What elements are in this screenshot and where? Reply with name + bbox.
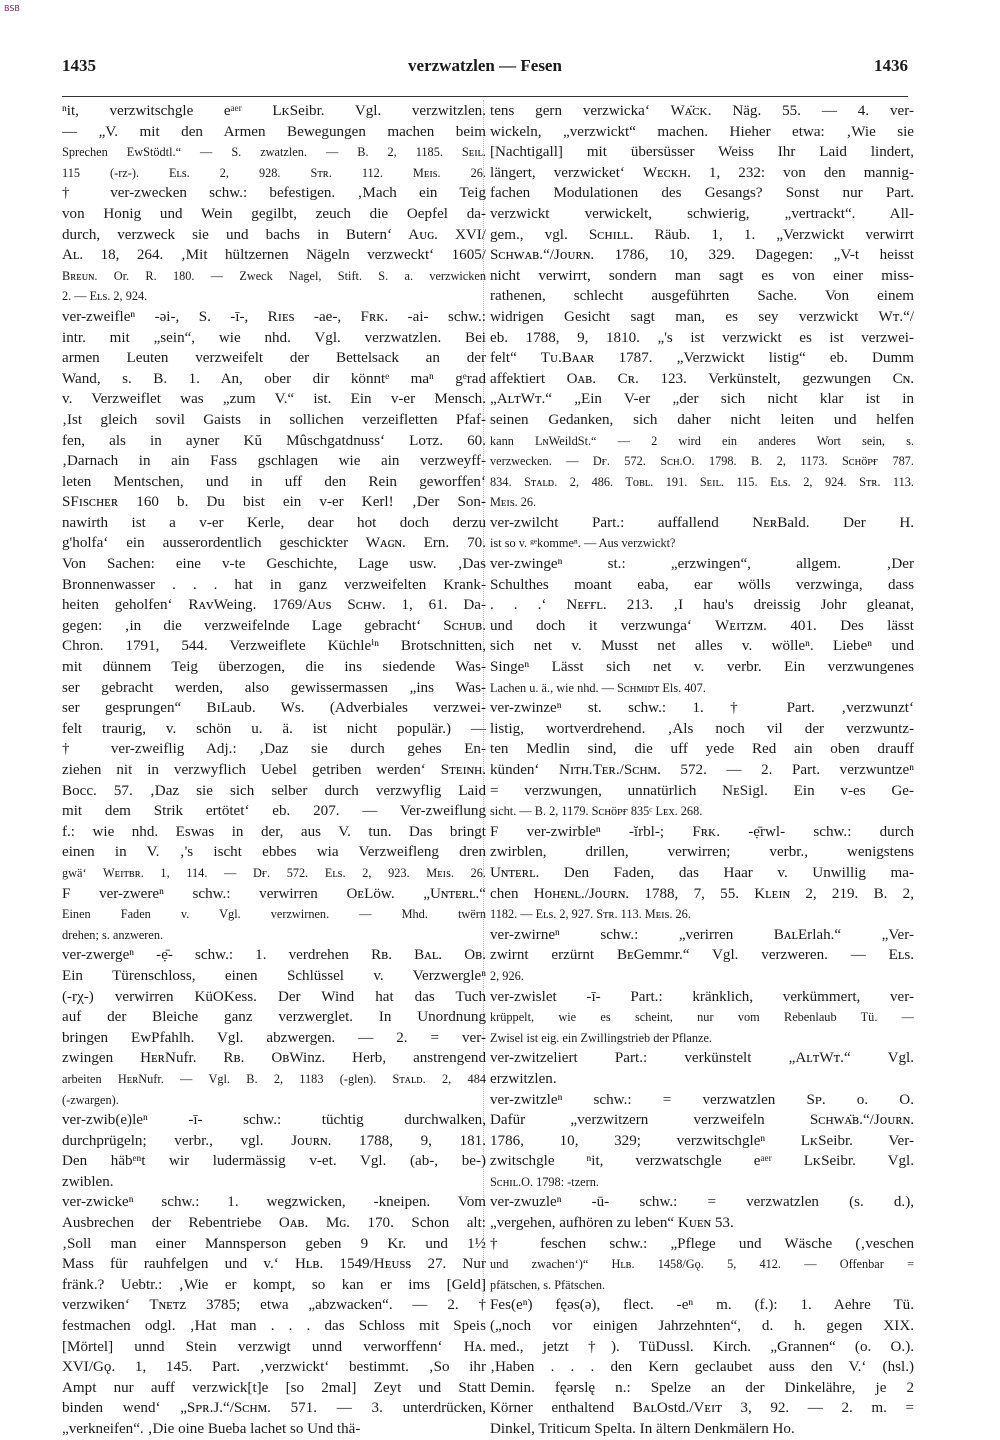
running-title: verzwatzlen — Fesen xyxy=(408,56,562,75)
text-line xyxy=(490,266,914,287)
line-text: Zwisel ist eig. ein Zwillingstrieb der Pflanze. xyxy=(490,1030,712,1045)
text-line xyxy=(490,987,914,1008)
text-line xyxy=(490,904,914,925)
line-text: ten Medlin sind, die uff yede Red ain oben drauff xyxy=(490,741,914,758)
text-line xyxy=(490,348,914,369)
line-text: durchprügeln; verbr., vgl. Jᴏᴜʀɴ. 1788, 9, 181. xyxy=(62,1132,486,1149)
line-text: widrigen Gesicht sagt man, es sey verzwickt Wᴛ.“/ xyxy=(490,308,914,325)
text-line xyxy=(62,884,486,905)
line-text: ser gebracht werden, also gewissermassen „ins Was- xyxy=(62,679,486,696)
text-line xyxy=(490,1131,914,1152)
text-line xyxy=(62,554,486,575)
text-line xyxy=(62,945,486,966)
line-text: chen Hᴏʜᴇɴʟ./Jᴏᴜʀɴ. 1788, 7, 55. Kʟᴇɪɴ 2, 219. B. 2, xyxy=(490,885,914,902)
text-line xyxy=(490,142,914,163)
text-line xyxy=(490,183,914,204)
text-line xyxy=(62,1048,486,1069)
text-line xyxy=(490,1172,914,1193)
line-text: ‚Ist gleich sovil Gaists in sollichen verzeifletten Pfaf- xyxy=(62,411,486,428)
text-line xyxy=(490,1316,914,1337)
text-line xyxy=(490,575,914,596)
text-line xyxy=(490,1069,914,1090)
text-line xyxy=(490,657,914,678)
line-text: mit dünnem Teig überzogen, die ins siedende Was- xyxy=(62,659,486,676)
line-text: bringen EwPfahlh. Vgl. abzwergen. — 2. = ver- xyxy=(62,1029,486,1046)
text-line xyxy=(490,163,914,184)
text-line xyxy=(490,1028,914,1049)
text-line xyxy=(62,925,486,946)
line-text: Lachen u. ä., wie nhd. — Sᴄʜᴍɪᴅᴛ Els. 407. xyxy=(490,680,706,695)
text-line xyxy=(490,925,914,946)
line-text: ⁿit, verzwitschgle eᵃᵉʳ LᴋSeibr. Vgl. verzwitzlen. xyxy=(62,103,486,119)
line-text: gwä‘ Wᴇɪᴛʙʀ. 1, 114. — Dғ. 572. Eʟs. 2, 923. Mᴇɪs. 26. xyxy=(62,865,486,880)
line-text: fachen Modulationen des Gesangs? Sonst nur Part. xyxy=(490,185,914,202)
line-text: zwirblen, drillen, verwirren; verbr., wenigstens xyxy=(490,844,914,861)
text-line xyxy=(490,1254,914,1275)
text-line xyxy=(490,1295,914,1316)
text-line xyxy=(62,513,486,534)
line-text: armen Leuten verzweifelt der Bettelsack an der xyxy=(62,350,486,367)
line-text: intr. mit „sein“, wie nhd. Vgl. verzwatzlen. Bei xyxy=(62,329,486,346)
text-line xyxy=(62,163,486,184)
line-text: ver-zwib(e)leⁿ -ī- schw.: tüchtig durchwalken, xyxy=(62,1112,486,1129)
line-text: „vergehen, aufhören zu leben“ Kᴜᴇɴ 53. xyxy=(490,1215,734,1232)
text-line xyxy=(62,657,486,678)
text-line xyxy=(490,595,914,616)
line-text: Einen Faden v. Vgl. verzwirnen. — Mhd. twërn xyxy=(62,907,486,922)
text-line xyxy=(490,884,914,905)
text-line xyxy=(490,1151,914,1172)
line-text: † ver-zwecken schw.: befestigen. ‚Mach ein Teig xyxy=(62,185,486,202)
text-line xyxy=(62,842,486,863)
line-text: ver-zwilcht Part.: auffallend NᴇʀBald. Der H. xyxy=(490,514,914,531)
line-text: verzwiken‘ Tɴᴇᴛᴢ 3785; etwa „abzwacken“. — 2. † xyxy=(62,1297,486,1314)
text-line xyxy=(62,389,486,410)
text-line xyxy=(62,266,486,287)
line-text: verzwecken. — Dғ. 572. Sᴄʜ.O. 1798. B. 2, 1173. Sᴄʜöᴘғ 787. xyxy=(490,454,914,469)
text-line xyxy=(490,286,914,307)
line-text: Ausbrechen der Rebentriebe Oᴀʙ. Mɢ. 170. Schon alt: xyxy=(62,1215,486,1232)
text-line xyxy=(62,348,486,369)
line-text: Sprechen EwStödtl.“ — S. zwatzlen. — B. 2, 1185. Sᴇɪʟ. xyxy=(62,145,486,160)
text-line xyxy=(62,245,486,266)
text-line xyxy=(62,204,486,225)
line-text: [Mörtel] unnd Stein verzwigt unnd verworffenn‘ Hᴀ. xyxy=(62,1338,486,1355)
left-column xyxy=(62,101,486,1440)
line-text: ‚Darnach in ain Fass gschlagen wie ain verzweyff- xyxy=(62,453,486,470)
text-line xyxy=(62,225,486,246)
line-text: g'holfa‘ ein ausserordentlich geschickter Wᴀɢɴ. Ern. 70. xyxy=(62,535,486,552)
text-line xyxy=(490,369,914,390)
line-text: Ampt nur auff verzwick[t]e [so 2mal] Zeyt und Statt xyxy=(62,1379,486,1396)
text-line xyxy=(490,801,914,822)
text-line xyxy=(62,1378,486,1399)
text-line xyxy=(490,1192,914,1213)
text-line xyxy=(490,101,914,122)
text-line xyxy=(490,1357,914,1378)
line-text: krüppelt, wie es scheint, nur vom Rebenlaub Tü. — xyxy=(490,1010,914,1025)
text-line xyxy=(62,1316,486,1337)
line-text: Fes(eⁿ) fęəs(ə), flect. -eⁿ m. (f.): 1. Aehre Tü. xyxy=(490,1297,914,1314)
text-line xyxy=(62,142,486,163)
text-line xyxy=(62,101,486,122)
text-line xyxy=(62,1337,486,1358)
line-text: 2. — Eʟs. 2, 924. xyxy=(62,289,148,304)
text-line xyxy=(490,760,914,781)
line-text: ver-zwitzleⁿ schw.: = verzwatzlen Sᴘ. o. O. xyxy=(490,1091,914,1108)
text-line xyxy=(490,122,914,143)
line-text: ‚Haben . . . den Kern geclaubet auss den V.‘ (hsl.) xyxy=(490,1359,914,1376)
library-stamp: BSB xyxy=(4,4,20,13)
line-text: mit dem Strik ertötet‘ eb. 207. — Ver-zweiflung xyxy=(62,803,486,820)
line-text: durch, verzweck sie und bachs in Butern‘ Aᴜɢ. XVI/ xyxy=(62,226,486,243)
text-line xyxy=(62,636,486,657)
text-line xyxy=(62,1172,486,1193)
line-text: fränk.? Uebtr.: ‚Wie er kompt, so kan er ims [Geld] xyxy=(62,1276,486,1293)
line-text: XVI/Gǫ. 1, 145. Part. ‚verzwickt‘ bestimmt. ‚So ihr xyxy=(62,1359,486,1376)
line-text: verzwickt verwickelt, schwierig, „vertrackt“. All- xyxy=(490,205,914,222)
line-text: [Nachtigall] mit übersüsser Weiss Ihr Laid lindert, xyxy=(490,144,914,161)
text-line xyxy=(62,183,486,204)
line-text: auf der Bleiche ganz verzwerglet. In Unordnung xyxy=(62,1009,486,1026)
line-text: (-zwargen). xyxy=(62,1092,119,1107)
line-text: Dafür „verzwitzern verzweifeln Sᴄʜᴡᴀ̈ʙ.“/Jᴏᴜʀɴ. xyxy=(490,1112,914,1129)
line-text: fen, als in ayner Kŭ Mûschgatdnuss‘ Lᴏᴛᴢ. 60. xyxy=(62,432,486,449)
text-line xyxy=(62,801,486,822)
line-text: „verkneifen“. ‚Die oine Bueba lachet so Und thä- xyxy=(62,1421,361,1437)
line-text: (-rχ-) verwirren KüOKess. Der Wind hat das Tuch xyxy=(62,988,486,1005)
text-line xyxy=(62,1295,486,1316)
text-line xyxy=(490,492,914,513)
text-line xyxy=(490,1007,914,1028)
line-text: felt traurig, v. schön u. ä. ist nicht populär.) — xyxy=(62,720,486,737)
text-line xyxy=(490,225,914,246)
text-line xyxy=(490,966,914,987)
line-text: Bocc. 57. ‚Daz sie sich selber durch verzwyflig Laid xyxy=(62,782,486,799)
line-text: heiten geholfen‘ RᴀᴠWeing. 1769/Aᴜs Sᴄʜᴡ. 1, 61. Da- xyxy=(62,597,486,614)
line-text: . . .‘ Nᴇғғʟ. 213. ‚I hau's dreissig Johr gleanat, xyxy=(490,597,914,614)
line-text: zwiblen. xyxy=(62,1173,114,1190)
line-text: ver-zwinzeⁿ st. schw.: 1. † Part. ‚verzwunzt‘ xyxy=(490,700,914,717)
line-text: † feschen schw.: „Pflege und Wäsche (‚veschen xyxy=(490,1235,914,1252)
line-text: zwingen HᴇʀNufr. Rʙ. OʙWinz. Herb, anstrengend xyxy=(62,1050,486,1067)
text-line xyxy=(62,492,486,513)
text-line xyxy=(62,595,486,616)
text-line xyxy=(62,1357,486,1378)
text-line xyxy=(490,307,914,328)
right-column xyxy=(490,101,914,1440)
header-rule xyxy=(62,96,908,97)
line-text: künden‘ Nɪᴛʜ.Tᴇʀ./Sᴄʜᴍ. 572. — 2. Part. verzwuntzeⁿ xyxy=(490,762,914,778)
line-text: Bʀᴇᴜɴ. Or. R. 180. — Zweck Nagel, Stift. S. a. verzwicken xyxy=(62,268,486,283)
text-line xyxy=(62,1090,486,1111)
text-line xyxy=(490,1275,914,1296)
line-text: längert, verzwicket‘ Wᴇᴄᴋʜ. 1, 232: von den mannig- xyxy=(490,164,914,181)
text-line xyxy=(62,1110,486,1131)
text-line xyxy=(62,739,486,760)
text-line xyxy=(490,410,914,431)
line-text: — „V. mit den Armen Bewegungen machen beim xyxy=(62,123,486,140)
page-number-right: 1436 xyxy=(874,56,908,75)
text-line xyxy=(490,245,914,266)
text-line xyxy=(62,1007,486,1028)
text-line xyxy=(490,1419,914,1440)
line-text: und doch it verzwunga‘ Wᴇɪᴛᴢᴍ. 401. Des lässt xyxy=(490,617,914,634)
text-line xyxy=(62,822,486,843)
line-text: binden wend‘ „Sᴘʀ.J.“/Sᴄʜᴍ. 571. — 3. unterdrücken, xyxy=(62,1400,486,1417)
line-text: gem., vgl. Sᴄʜɪʟʟ. Räub. 1, 1. „Verzwickt verwirrt xyxy=(490,226,914,243)
line-text: med., jetzt †). TüDussl. Kirch. „Grannen“ (o. O.). xyxy=(490,1338,914,1355)
text-line xyxy=(490,1337,914,1358)
line-text: Von Sachen: eine v-te Geschichte, Lage usw. ‚Das xyxy=(62,556,486,573)
text-line xyxy=(62,904,486,925)
line-text: ver-zwitzeliert Part.: verkünstelt „AʟᴛWᴛ.“ Vgl. xyxy=(490,1050,914,1067)
line-text: 2, 926. xyxy=(490,968,524,983)
line-text: leten Mentschen, und in uff den Rein geworffen‘ xyxy=(62,473,486,490)
line-text: Körner enthaltend BᴀʟOstd./Vᴇɪᴛ 3, 92. — 2. m. = xyxy=(490,1400,914,1417)
line-text: Dinkel, Triticum Spelta. In ältern Denkmälern Ho. xyxy=(490,1421,795,1437)
line-text: affektiert Oᴀʙ. Cʀ. 123. Verkünstelt, gezwungen Cɴ. xyxy=(490,370,914,387)
line-text: 834. Sᴛᴀʟᴅ. 2, 486. Tᴏʙʟ. 191. Sᴇɪʟ. 115. Eʟs. 2, 924. Sᴛʀ. 113. xyxy=(490,474,914,489)
text-line xyxy=(62,122,486,143)
text-line xyxy=(62,698,486,719)
text-line xyxy=(490,1378,914,1399)
line-text: ver-zwislet -ī- Part.: kränklich, verkümmert, ver- xyxy=(490,988,914,1005)
line-text: 1786, 10, 329; verzwitschgleⁿ LᴋSeibr. Ver- xyxy=(490,1132,914,1149)
line-text: rathenen, schlecht ausgeführten Sache. Von einem xyxy=(490,288,914,305)
line-text: nawirth ist a v-er Kerle, dear hot doch derzu xyxy=(62,514,486,531)
line-text: Uɴᴛᴇʀʟ. Den Faden, das Haar v. Unwillig ma- xyxy=(490,864,914,881)
line-text: Aʟ. 18, 264. ‚Mit hültzernen Nägeln verzweckt‘ 1605/ xyxy=(62,247,486,264)
page-header xyxy=(62,56,908,80)
line-text: = verzwungen, unnatürlich NᴇSigl. Ein v-es Ge- xyxy=(490,782,914,799)
line-text: kann LɴWeildSt.“ — 2 wird ein anderes Wort sein, s. xyxy=(490,433,914,448)
line-text: 115 (-rz-). Eʟs. 2, 928. Sᴛʀ. 112. Mᴇɪs. 26. xyxy=(62,165,486,180)
text-line xyxy=(62,472,486,493)
line-text: Mass für rauhfelgen und v.‘ Hʟʙ. 1549/Hᴇᴜss 27. Nur xyxy=(62,1256,486,1273)
text-line xyxy=(62,616,486,637)
line-text: Mᴇɪs. 26. xyxy=(490,495,537,510)
text-line xyxy=(490,781,914,802)
text-line xyxy=(490,698,914,719)
text-line xyxy=(62,1151,486,1172)
line-text: ver-zwingeⁿ st.: „erzwingen“, allgem. ‚Der xyxy=(490,556,914,573)
line-text: sicht. — B. 2, 1179. Sᴄʜöᴘғ 835ᶜ Lᴇx. 268. xyxy=(490,804,703,819)
text-line xyxy=(62,987,486,1008)
text-line xyxy=(490,1110,914,1131)
text-line xyxy=(62,1254,486,1275)
text-line xyxy=(490,739,914,760)
line-text: Sᴄʜᴡᴀʙ.“/Jᴏᴜʀɴ. 1786, 10, 329. Dagegen: „V-t heisst xyxy=(490,247,914,264)
text-line xyxy=(62,1275,486,1296)
line-text: Singeⁿ Lässt sich net v. verbr. Ein verzwungenes xyxy=(490,659,914,676)
line-text: 1182. — Eʟs. 2, 927. Sᴛʀ. 113. Mᴇɪs. 26. xyxy=(490,907,691,922)
text-line xyxy=(62,678,486,699)
line-text: Bronnenwasser . . . hat in ganz verzweifelten Krank- xyxy=(62,576,486,593)
line-text: v. Verzweiflet was „zum V.“ ist. Ein v-er Mensch. xyxy=(62,391,486,408)
text-line xyxy=(62,410,486,431)
text-line xyxy=(490,328,914,349)
line-text: Sᴄʜɪʟ.O. 1798: -tzern. xyxy=(490,1174,599,1189)
line-text: Den häbᵉⁿt wir ludermässig v-et. Vgl. (ab-, be-) xyxy=(62,1153,486,1170)
text-line xyxy=(490,1398,914,1419)
text-line xyxy=(62,1028,486,1049)
text-line xyxy=(62,1192,486,1213)
text-line xyxy=(490,431,914,452)
text-line xyxy=(62,286,486,307)
page-number-left: 1435 xyxy=(62,56,96,75)
text-line xyxy=(62,451,486,472)
text-line xyxy=(490,1234,914,1255)
text-line xyxy=(62,760,486,781)
line-text: Demin. fęərslę n.: Spelze an der Dinkelähre, je 2 xyxy=(490,1379,914,1396)
line-text: ver-zweifleⁿ -əi-, S. -ī-, Rɪᴇs -ae-, Fʀᴋ. -ai- schw.: xyxy=(62,308,486,325)
text-line xyxy=(490,678,914,699)
text-line xyxy=(490,945,914,966)
text-line xyxy=(62,575,486,596)
line-text: ver-zwickeⁿ schw.: 1. wegzwicken, -kneipen. Vom xyxy=(62,1194,486,1211)
line-text: zwirnt erzürnt BᴇGemmr.“ Vgl. verzweren. — Eʟs. xyxy=(490,947,914,964)
text-line xyxy=(490,513,914,534)
line-text: wickeln, „verzwickt“ machen. Hieher etwa: ‚Wie sie xyxy=(490,123,914,140)
text-line xyxy=(490,1048,914,1069)
line-text: arbeiten HᴇʀNufr. — Vgl. B. 2, 1183 (-glen). Sᴛᴀʟᴅ. 2, 484 xyxy=(62,1071,486,1086)
line-text: von Honig und Wein gegilbt, zeuch die Oepfel da- xyxy=(62,205,486,222)
text-line xyxy=(490,472,914,493)
text-line xyxy=(490,822,914,843)
line-text: felt“ Tᴜ.Bᴀᴀʀ 1787. „Verzwickt listig“ eb. Dumm xyxy=(490,350,914,367)
text-line xyxy=(490,1090,914,1111)
line-text: Wand, s. B. 1. An, ober dir könntᵉ maⁿ gᵉrad xyxy=(62,370,486,387)
line-text: „AʟᴛWᴛ.“ „Ein V-er „der sich nicht klar ist in xyxy=(490,391,914,408)
text-line xyxy=(490,204,914,225)
line-text: ver-zwuzleⁿ -ū- schw.: = verzwatzlen (s. d.), xyxy=(490,1194,914,1211)
text-line xyxy=(490,842,914,863)
text-line xyxy=(62,369,486,390)
line-text: † ver-zweiflig Adj.: ‚Daz sie durch gehes En- xyxy=(62,741,486,758)
text-line xyxy=(62,328,486,349)
line-text: ‚Soll man einer Mannsperson geben 9 Kr. und 1½ xyxy=(62,1235,486,1252)
line-text: tens gern verzwicka‘ Wᴀ̈ᴄᴋ. Näg. 55. — 4. ver- xyxy=(490,103,914,119)
line-text: Ein Türenschloss, einen Schlüssel v. Verzwergleⁿ xyxy=(62,967,486,984)
line-text: sich net v. Musst net alles v. wölleⁿ. Liebeⁿ und xyxy=(490,638,914,655)
line-text: ist so v. ᵍᵉkommeⁿ. — Aus verzwickt? xyxy=(490,536,676,551)
line-text: drehen; s. anzweren. xyxy=(62,927,164,942)
line-text: ziehen nit in verzwyflich Uebel getriben werden‘ Sᴛᴇɪɴʜ. xyxy=(62,762,486,778)
line-text: erzwitzlen. xyxy=(490,1070,557,1087)
line-text: ver-zwergeⁿ -ẹ̄- schw.: 1. verdrehen Rʙ. Bᴀʟ. Oʙ. xyxy=(62,947,486,964)
text-line xyxy=(62,1234,486,1255)
text-line xyxy=(62,1398,486,1419)
text-line xyxy=(62,533,486,554)
line-text: einen in V. ‚'s ischt ebbes wia Verzweifleng dren xyxy=(62,844,486,861)
line-text: Schulthes moant eaba, ear wölls verzwinga, dass xyxy=(490,576,914,593)
line-text: Chron. 1791, 544. Verzweiflete Küchleⁱⁿ Brotschnitten, xyxy=(62,638,486,655)
line-text: SFɪsᴄʜᴇʀ 160 b. Du bist ein v-er Kerl! ‚Der Son- xyxy=(62,494,486,511)
line-text: ver-zwirneⁿ schw.: „verirren BᴀʟErlah.“ „Ver- xyxy=(490,926,914,943)
line-text: nicht verwirrt, sondern man sagt es von einer miss- xyxy=(490,267,914,284)
text-line xyxy=(490,554,914,575)
line-text: F ver-zwirbleⁿ -ĭrbl-; Fʀᴋ. -ẹ̄rwl- schw.: durch xyxy=(490,823,914,840)
text-line xyxy=(490,451,914,472)
line-text: pfätschen, s. Pfätschen. xyxy=(490,1277,606,1292)
text-line xyxy=(490,1213,914,1234)
text-line xyxy=(62,1213,486,1234)
text-line xyxy=(62,966,486,987)
line-text: F ver-zwereⁿ schw.: verwirren OᴇLöw. „Uɴᴛᴇʀʟ.“ xyxy=(62,885,486,902)
line-text: f.: wie nhd. Eswas in der, aus V. tun. Das bringt xyxy=(62,823,486,840)
text-line xyxy=(62,1069,486,1090)
line-text: gegen: ‚in die verzweifelnde Lage gebracht‘ Sᴄʜᴜʙ. xyxy=(62,617,486,634)
line-text: festmachen odgl. ‚Hat man . . . das Schloss mit Speis xyxy=(62,1318,486,1335)
text-line xyxy=(490,863,914,884)
text-line xyxy=(62,1419,486,1440)
line-text: seinen Gedanken, sich daher nicht leiten und helfen xyxy=(490,411,914,428)
text-line xyxy=(490,719,914,740)
text-line xyxy=(62,863,486,884)
line-text: ser gesprungen“ BɪLaub. Ws. (Adverbiales verzwei- xyxy=(62,700,486,717)
text-line xyxy=(62,1131,486,1152)
text-line xyxy=(62,307,486,328)
text-line xyxy=(62,781,486,802)
text-line xyxy=(490,533,914,554)
line-text: („noch vor einigen Jahrzehnten“, d. h. gegen XIX. xyxy=(490,1318,914,1335)
text-line xyxy=(490,389,914,410)
text-line xyxy=(490,616,914,637)
line-text: zwitschgle ⁿit, verzwatschgle eᵃᵉʳ LᴋSeibr. Vgl. xyxy=(490,1153,914,1170)
line-text: eb. 1788, 9, 1810. „'s ist verzwickt es ist verzwei- xyxy=(490,329,914,346)
text-line xyxy=(62,431,486,452)
text-line xyxy=(62,719,486,740)
line-text: und zwachen‘)“ Hʟʙ. 1458/Gǫ. 5, 412. — Offenbar = xyxy=(490,1257,914,1272)
text-line xyxy=(490,636,914,657)
line-text: listig, wortverdrehend. ‚Als noch vil der verzwuntz- xyxy=(490,720,914,737)
